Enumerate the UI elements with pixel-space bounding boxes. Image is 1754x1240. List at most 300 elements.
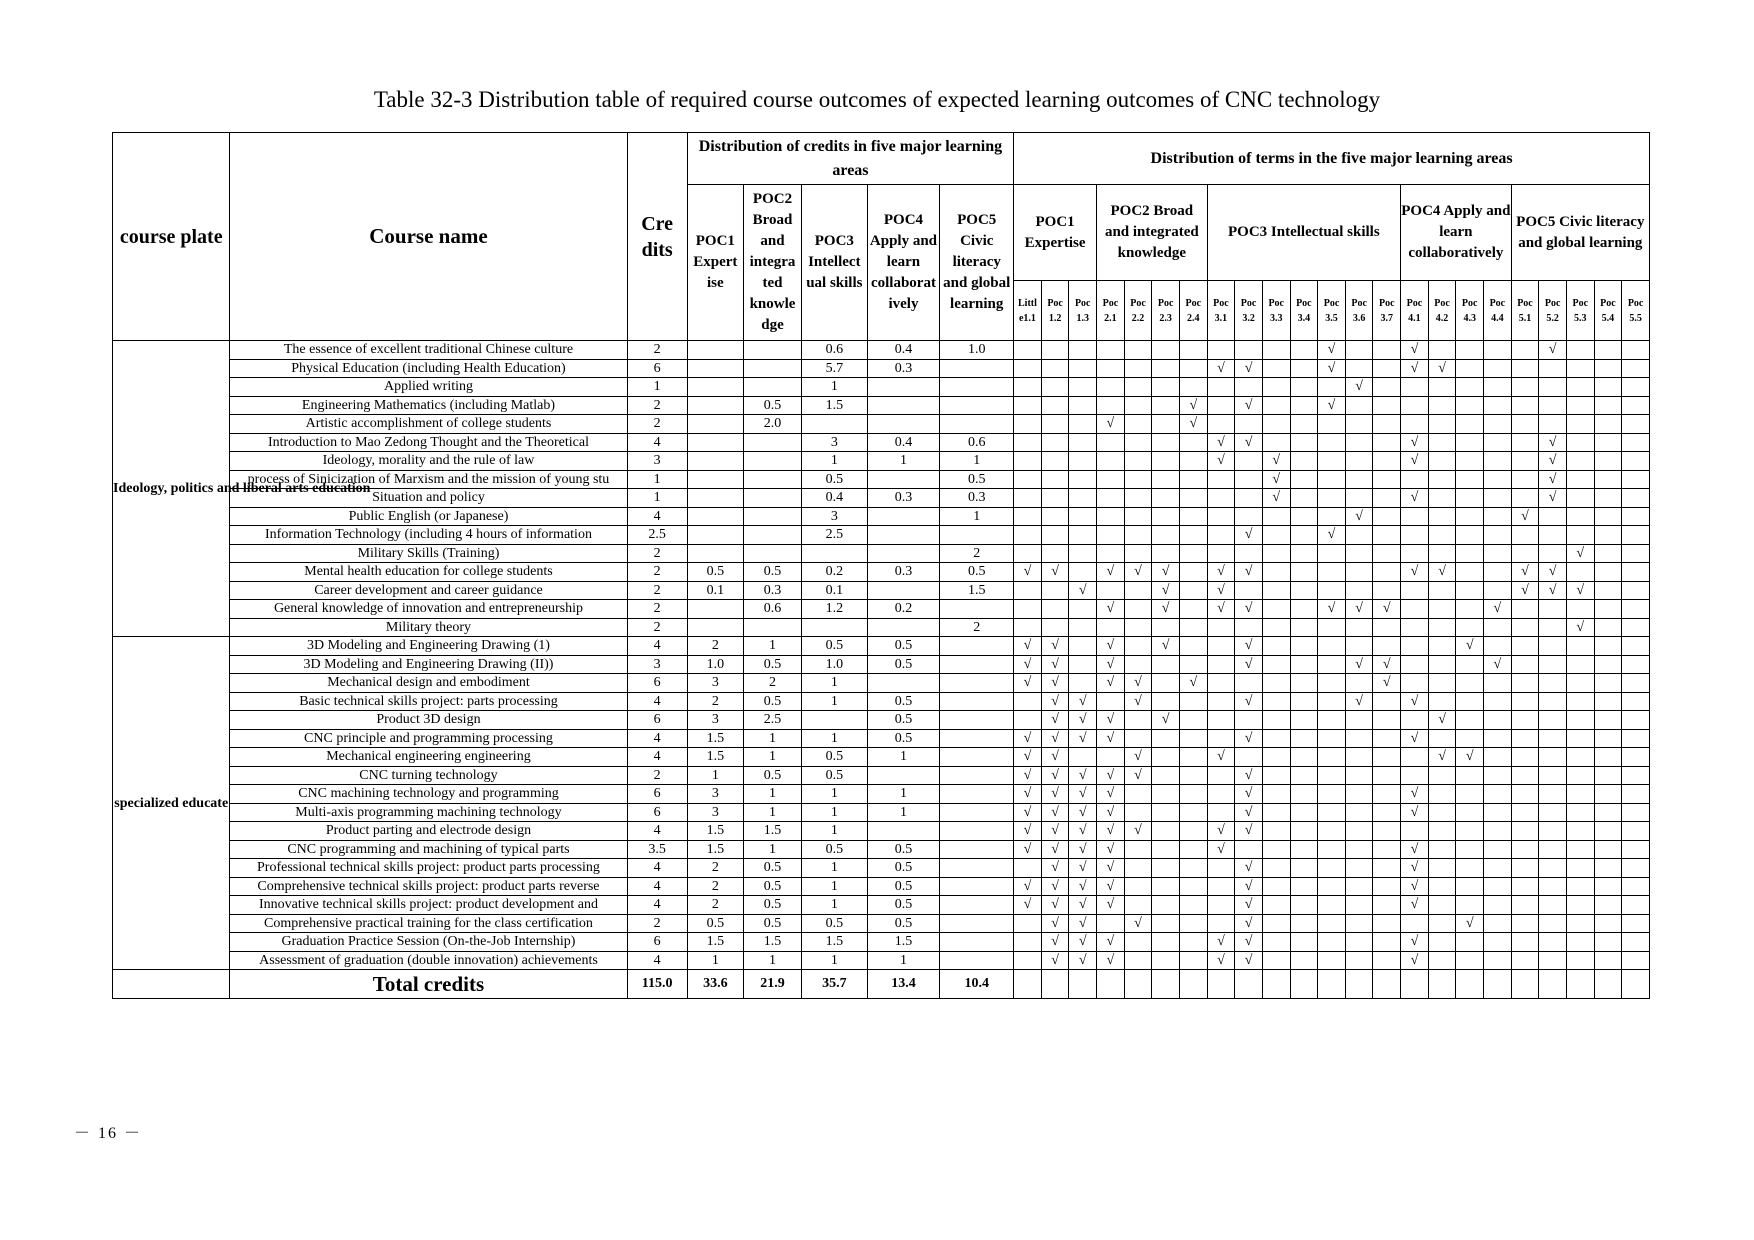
credit-c4-cell: 0.5	[867, 711, 940, 730]
term-check-cell	[1235, 748, 1263, 767]
term-check-cell	[1124, 581, 1152, 600]
term-check-cell	[1428, 674, 1456, 693]
term-check-cell: √	[1069, 711, 1097, 730]
credits-cell: 2	[627, 544, 687, 563]
table-row	[113, 396, 1650, 415]
course-name-cell	[230, 396, 627, 415]
term-check-cell	[1594, 692, 1622, 711]
credits-cell: 4	[627, 748, 687, 767]
credit-c3-cell: 1	[802, 803, 867, 822]
credit-c4-cell: 0.4	[867, 341, 940, 360]
course-name: 3D Modeling and Engineering Drawing (II))	[303, 656, 554, 672]
term-check-cell	[1373, 785, 1401, 804]
term-check-cell	[1345, 729, 1373, 748]
term-check-cell	[1179, 803, 1207, 822]
term-check-cell	[1290, 933, 1318, 952]
term-check-cell	[1069, 618, 1097, 637]
term-check-cell: √	[1456, 748, 1484, 767]
term-check-cell	[1097, 526, 1125, 545]
credit-c3-cell: 1	[802, 729, 867, 748]
table-row	[113, 581, 1650, 600]
term-check-cell	[1511, 896, 1539, 915]
course-name-cell	[230, 674, 627, 693]
term-check-cell	[1179, 470, 1207, 489]
term-check-cell	[1069, 563, 1097, 582]
credit-c1-cell: 0.5	[687, 914, 743, 933]
course-name: CNC principle and programming processing	[304, 730, 553, 746]
term-check-cell	[1456, 859, 1484, 878]
term-check-cell	[1511, 396, 1539, 415]
term-check-cell	[1207, 859, 1235, 878]
course-name: Applied writing	[383, 379, 473, 395]
credit-c3-cell: 0.5	[802, 637, 867, 656]
term-check-cell	[1373, 359, 1401, 378]
term-check-cell: √	[1262, 470, 1290, 489]
term-check-cell: √	[1041, 859, 1069, 878]
term-check-cell	[1428, 618, 1456, 637]
term-check-cell	[1594, 489, 1622, 508]
credit-c2-cell: 0.5	[743, 859, 801, 878]
term-check-cell: √	[1262, 452, 1290, 471]
term-check-cell	[1594, 785, 1622, 804]
term-check-cell: √	[1069, 840, 1097, 859]
term-check-cell: √	[1235, 729, 1263, 748]
term-check-cell	[1097, 359, 1125, 378]
term-check-cell	[1456, 822, 1484, 841]
credit-c4-cell	[867, 822, 940, 841]
total-blank-cell	[113, 970, 230, 999]
term-check-cell: √	[1401, 877, 1429, 896]
credits-cell: 3	[627, 452, 687, 471]
term-check-cell: √	[1235, 822, 1263, 841]
total-term-cell	[1456, 970, 1484, 999]
table-row	[113, 674, 1650, 693]
credit-c2-cell: 1	[743, 637, 801, 656]
term-check-cell: √	[1124, 822, 1152, 841]
credit-c2-cell: 1	[743, 748, 801, 767]
term-check-cell	[1124, 341, 1152, 360]
term-check-cell	[1069, 452, 1097, 471]
term-check-cell	[1097, 692, 1125, 711]
term-check-cell	[1290, 396, 1318, 415]
term-check-cell	[1069, 637, 1097, 656]
header-sub-col: Poc 5.2	[1539, 281, 1567, 341]
term-check-cell	[1318, 748, 1346, 767]
term-check-cell	[1456, 933, 1484, 952]
term-check-cell	[1290, 951, 1318, 970]
term-check-cell	[1373, 563, 1401, 582]
term-check-cell: √	[1511, 563, 1539, 582]
term-check-cell	[1318, 618, 1346, 637]
term-check-cell	[1345, 822, 1373, 841]
term-check-cell	[1041, 359, 1069, 378]
term-check-cell	[1345, 359, 1373, 378]
credit-c3-cell: 0.2	[802, 563, 867, 582]
term-check-cell	[1373, 914, 1401, 933]
term-check-cell	[1124, 433, 1152, 452]
credits-cell: 6	[627, 711, 687, 730]
course-name-cell	[230, 526, 627, 545]
term-check-cell	[1235, 840, 1263, 859]
total-term-cell	[1345, 970, 1373, 999]
credit-c3-cell	[802, 544, 867, 563]
term-check-cell	[1401, 396, 1429, 415]
term-check-cell: √	[1014, 674, 1042, 693]
term-check-cell: √	[1069, 785, 1097, 804]
total-c2: 21.9	[743, 970, 801, 999]
header-term-group-poc5: POC5 Civic literacy and global learning	[1511, 185, 1649, 281]
term-check-cell	[1594, 470, 1622, 489]
term-check-cell	[1539, 859, 1567, 878]
term-check-cell	[1622, 378, 1650, 397]
term-check-cell	[1318, 803, 1346, 822]
term-check-cell	[1262, 637, 1290, 656]
header-term-group-poc1: POC1 Expertise	[1014, 185, 1097, 281]
term-check-cell	[1207, 914, 1235, 933]
header-sub-col: Poc 4.2	[1428, 281, 1456, 341]
term-check-cell	[1401, 507, 1429, 526]
term-check-cell: √	[1041, 674, 1069, 693]
term-check-cell	[1207, 341, 1235, 360]
term-check-cell: √	[1041, 748, 1069, 767]
course-name-cell	[230, 692, 627, 711]
total-term-cell	[1235, 970, 1263, 999]
term-check-cell: √	[1041, 785, 1069, 804]
term-check-cell	[1566, 378, 1594, 397]
term-check-cell	[1456, 600, 1484, 619]
credit-c1-cell: 1.5	[687, 822, 743, 841]
term-check-cell	[1207, 655, 1235, 674]
credit-c4-cell	[867, 470, 940, 489]
credit-c5-cell	[940, 674, 1014, 693]
credit-c1-cell: 0.5	[687, 563, 743, 582]
credits-cell: 2.5	[627, 526, 687, 545]
term-check-cell	[1290, 452, 1318, 471]
term-check-cell	[1041, 452, 1069, 471]
term-check-cell: √	[1373, 655, 1401, 674]
credit-c3-cell: 0.6	[802, 341, 867, 360]
term-check-cell	[1207, 692, 1235, 711]
term-check-cell: √	[1539, 489, 1567, 508]
term-check-cell	[1318, 563, 1346, 582]
header-sub-col: Poc 2.3	[1152, 281, 1180, 341]
term-check-cell	[1179, 359, 1207, 378]
course-name: Public English (or Japanese)	[348, 508, 509, 524]
term-check-cell	[1318, 655, 1346, 674]
term-check-cell	[1566, 859, 1594, 878]
credit-c2-cell	[743, 341, 801, 360]
credit-c1-cell	[687, 507, 743, 526]
credit-c1-cell	[687, 359, 743, 378]
term-check-cell	[1124, 378, 1152, 397]
header-term-group-poc4: POC4 Apply and learn collaboratively	[1401, 185, 1512, 281]
credit-c4-cell	[867, 415, 940, 434]
term-check-cell	[1622, 544, 1650, 563]
credit-c2-cell	[743, 378, 801, 397]
total-term-cell	[1484, 970, 1512, 999]
term-check-cell	[1290, 637, 1318, 656]
term-check-cell	[1511, 600, 1539, 619]
term-check-cell: √	[1097, 877, 1125, 896]
term-check-cell: √	[1152, 581, 1180, 600]
term-check-cell	[1594, 563, 1622, 582]
credit-c3-cell: 1.0	[802, 655, 867, 674]
term-check-cell	[1622, 396, 1650, 415]
term-check-cell: √	[1235, 692, 1263, 711]
credit-c5-cell: 1.0	[940, 341, 1014, 360]
term-check-cell	[1318, 785, 1346, 804]
term-check-cell: √	[1235, 359, 1263, 378]
term-check-cell	[1207, 711, 1235, 730]
term-check-cell	[1345, 470, 1373, 489]
credit-c2-cell: 0.6	[743, 600, 801, 619]
term-check-cell	[1041, 581, 1069, 600]
term-check-cell	[1484, 637, 1512, 656]
term-check-cell	[1262, 766, 1290, 785]
term-check-cell	[1041, 526, 1069, 545]
table-row	[113, 785, 1650, 804]
term-check-cell	[1345, 914, 1373, 933]
credit-c3-cell: 1	[802, 859, 867, 878]
course-name-cell	[230, 859, 627, 878]
term-check-cell	[1566, 637, 1594, 656]
term-check-cell: √	[1097, 711, 1125, 730]
credit-c3-cell	[802, 415, 867, 434]
term-check-cell	[1401, 600, 1429, 619]
credit-c1-cell: 0.1	[687, 581, 743, 600]
term-check-cell	[1014, 859, 1042, 878]
header-credit-col-poc2: POC2 Broad and integra ted knowle dge	[743, 185, 801, 341]
term-check-cell	[1152, 951, 1180, 970]
term-check-cell	[1207, 489, 1235, 508]
term-check-cell: √	[1097, 803, 1125, 822]
term-check-cell: √	[1511, 581, 1539, 600]
term-check-cell	[1566, 563, 1594, 582]
term-check-cell	[1014, 452, 1042, 471]
credit-c2-cell: 2.5	[743, 711, 801, 730]
term-check-cell	[1622, 859, 1650, 878]
course-name-cell	[230, 563, 627, 582]
term-check-cell	[1179, 840, 1207, 859]
term-check-cell	[1345, 711, 1373, 730]
term-check-cell	[1179, 766, 1207, 785]
term-check-cell	[1179, 933, 1207, 952]
term-check-cell	[1594, 396, 1622, 415]
table-row	[113, 618, 1650, 637]
credit-c4-cell	[867, 674, 940, 693]
term-check-cell	[1290, 415, 1318, 434]
term-check-cell	[1262, 618, 1290, 637]
term-check-cell: √	[1014, 729, 1042, 748]
term-check-cell	[1318, 581, 1346, 600]
term-check-cell	[1262, 748, 1290, 767]
course-name-cell	[230, 415, 627, 434]
term-check-cell	[1290, 822, 1318, 841]
term-check-cell	[1290, 692, 1318, 711]
course-name: Mechanical design and embodiment	[327, 675, 530, 691]
term-check-cell	[1318, 544, 1346, 563]
credit-c5-cell	[940, 655, 1014, 674]
term-check-cell	[1262, 896, 1290, 915]
credits-cell: 4	[627, 859, 687, 878]
term-check-cell	[1207, 637, 1235, 656]
term-check-cell	[1539, 396, 1567, 415]
term-check-cell: √	[1235, 637, 1263, 656]
term-check-cell	[1566, 877, 1594, 896]
term-check-cell	[1207, 766, 1235, 785]
total-c4: 13.4	[867, 970, 940, 999]
term-check-cell	[1456, 470, 1484, 489]
term-check-cell	[1345, 674, 1373, 693]
term-check-cell: √	[1401, 896, 1429, 915]
term-check-cell	[1594, 655, 1622, 674]
term-check-cell: √	[1235, 896, 1263, 915]
term-check-cell	[1124, 415, 1152, 434]
term-check-cell: √	[1014, 748, 1042, 767]
term-check-cell	[1456, 766, 1484, 785]
term-check-cell: √	[1318, 341, 1346, 360]
term-check-cell: √	[1069, 692, 1097, 711]
table-row	[113, 433, 1650, 452]
term-check-cell	[1318, 896, 1346, 915]
term-check-cell	[1318, 378, 1346, 397]
course-name-cell	[230, 452, 627, 471]
credit-c5-cell: 1.5	[940, 581, 1014, 600]
credit-c3-cell: 1	[802, 822, 867, 841]
term-check-cell: √	[1539, 563, 1567, 582]
credit-c3-cell: 1	[802, 674, 867, 693]
term-check-cell: √	[1097, 840, 1125, 859]
term-check-cell	[1014, 951, 1042, 970]
header-sub-col: Poc 3.4	[1290, 281, 1318, 341]
term-check-cell	[1290, 341, 1318, 360]
table-row	[113, 526, 1650, 545]
total-term-cell	[1373, 970, 1401, 999]
term-check-cell	[1179, 785, 1207, 804]
credit-c1-cell: 1.5	[687, 748, 743, 767]
term-check-cell	[1456, 378, 1484, 397]
term-check-cell	[1622, 452, 1650, 471]
term-check-cell	[1401, 748, 1429, 767]
term-check-cell	[1511, 711, 1539, 730]
term-check-cell	[1345, 618, 1373, 637]
table-caption: Table 32-3 Distribution table of required course outcomes of expected learning outcomes of CNC technology	[373, 87, 1381, 112]
term-check-cell	[1290, 655, 1318, 674]
credit-c1-cell	[687, 415, 743, 434]
term-check-cell	[1484, 470, 1512, 489]
term-check-cell	[1428, 433, 1456, 452]
term-check-cell	[1594, 507, 1622, 526]
header-term-group-poc2: POC2 Broad and integrated knowledge	[1097, 185, 1208, 281]
course-name-cell	[230, 951, 627, 970]
term-check-cell	[1622, 785, 1650, 804]
term-check-cell: √	[1262, 489, 1290, 508]
term-check-cell	[1152, 785, 1180, 804]
term-check-cell	[1014, 914, 1042, 933]
term-check-cell	[1207, 729, 1235, 748]
term-check-cell	[1622, 359, 1650, 378]
term-check-cell	[1345, 877, 1373, 896]
term-check-cell	[1041, 378, 1069, 397]
term-check-cell: √	[1401, 951, 1429, 970]
term-check-cell	[1152, 489, 1180, 508]
term-check-cell: √	[1069, 581, 1097, 600]
term-check-cell	[1069, 674, 1097, 693]
term-check-cell: √	[1097, 933, 1125, 952]
term-check-cell	[1428, 766, 1456, 785]
term-check-cell: √	[1014, 655, 1042, 674]
term-check-cell	[1152, 933, 1180, 952]
term-check-cell	[1539, 822, 1567, 841]
term-check-cell	[1484, 859, 1512, 878]
credit-c5-cell	[940, 803, 1014, 822]
term-check-cell	[1566, 655, 1594, 674]
term-check-cell	[1456, 803, 1484, 822]
course-name: Mechanical engineering engineering	[326, 749, 531, 765]
term-check-cell	[1152, 544, 1180, 563]
term-check-cell	[1539, 692, 1567, 711]
term-check-cell: √	[1401, 803, 1429, 822]
term-check-cell	[1207, 803, 1235, 822]
term-check-cell	[1484, 396, 1512, 415]
term-check-cell	[1594, 359, 1622, 378]
term-check-cell: √	[1235, 526, 1263, 545]
term-check-cell	[1290, 618, 1318, 637]
term-check-cell: √	[1235, 951, 1263, 970]
term-check-cell: √	[1484, 655, 1512, 674]
header-credits: Cre dits	[627, 133, 687, 341]
term-check-cell	[1539, 711, 1567, 730]
term-check-cell	[1152, 433, 1180, 452]
header-credit-distribution: Distribution of credits in five major learning areas	[687, 133, 1013, 185]
term-check-cell: √	[1235, 563, 1263, 582]
table-row	[113, 711, 1650, 730]
header-term-distribution: Distribution of terms in the five major learning areas	[1014, 133, 1650, 185]
term-check-cell	[1290, 600, 1318, 619]
term-check-cell: √	[1235, 766, 1263, 785]
term-check-cell: √	[1097, 822, 1125, 841]
term-check-cell	[1484, 785, 1512, 804]
term-check-cell: √	[1401, 840, 1429, 859]
term-check-cell	[1401, 415, 1429, 434]
term-check-cell	[1484, 544, 1512, 563]
table-row	[113, 859, 1650, 878]
term-check-cell	[1594, 526, 1622, 545]
term-check-cell	[1373, 859, 1401, 878]
term-check-cell	[1014, 933, 1042, 952]
term-check-cell	[1318, 729, 1346, 748]
term-check-cell	[1622, 951, 1650, 970]
term-check-cell	[1097, 433, 1125, 452]
credit-c1-cell	[687, 489, 743, 508]
term-check-cell	[1345, 415, 1373, 434]
header-sub-col: Poc 4.4	[1484, 281, 1512, 341]
term-check-cell	[1262, 803, 1290, 822]
term-check-cell	[1622, 877, 1650, 896]
term-check-cell	[1014, 433, 1042, 452]
credit-c5-cell	[940, 526, 1014, 545]
term-check-cell	[1097, 748, 1125, 767]
term-check-cell	[1290, 748, 1318, 767]
credit-c1-cell: 2	[687, 637, 743, 656]
term-check-cell	[1566, 470, 1594, 489]
term-check-cell	[1428, 600, 1456, 619]
term-check-cell: √	[1014, 840, 1042, 859]
credit-c4-cell: 0.5	[867, 692, 940, 711]
term-check-cell	[1622, 822, 1650, 841]
term-check-cell	[1124, 507, 1152, 526]
credit-c1-cell: 2	[687, 877, 743, 896]
